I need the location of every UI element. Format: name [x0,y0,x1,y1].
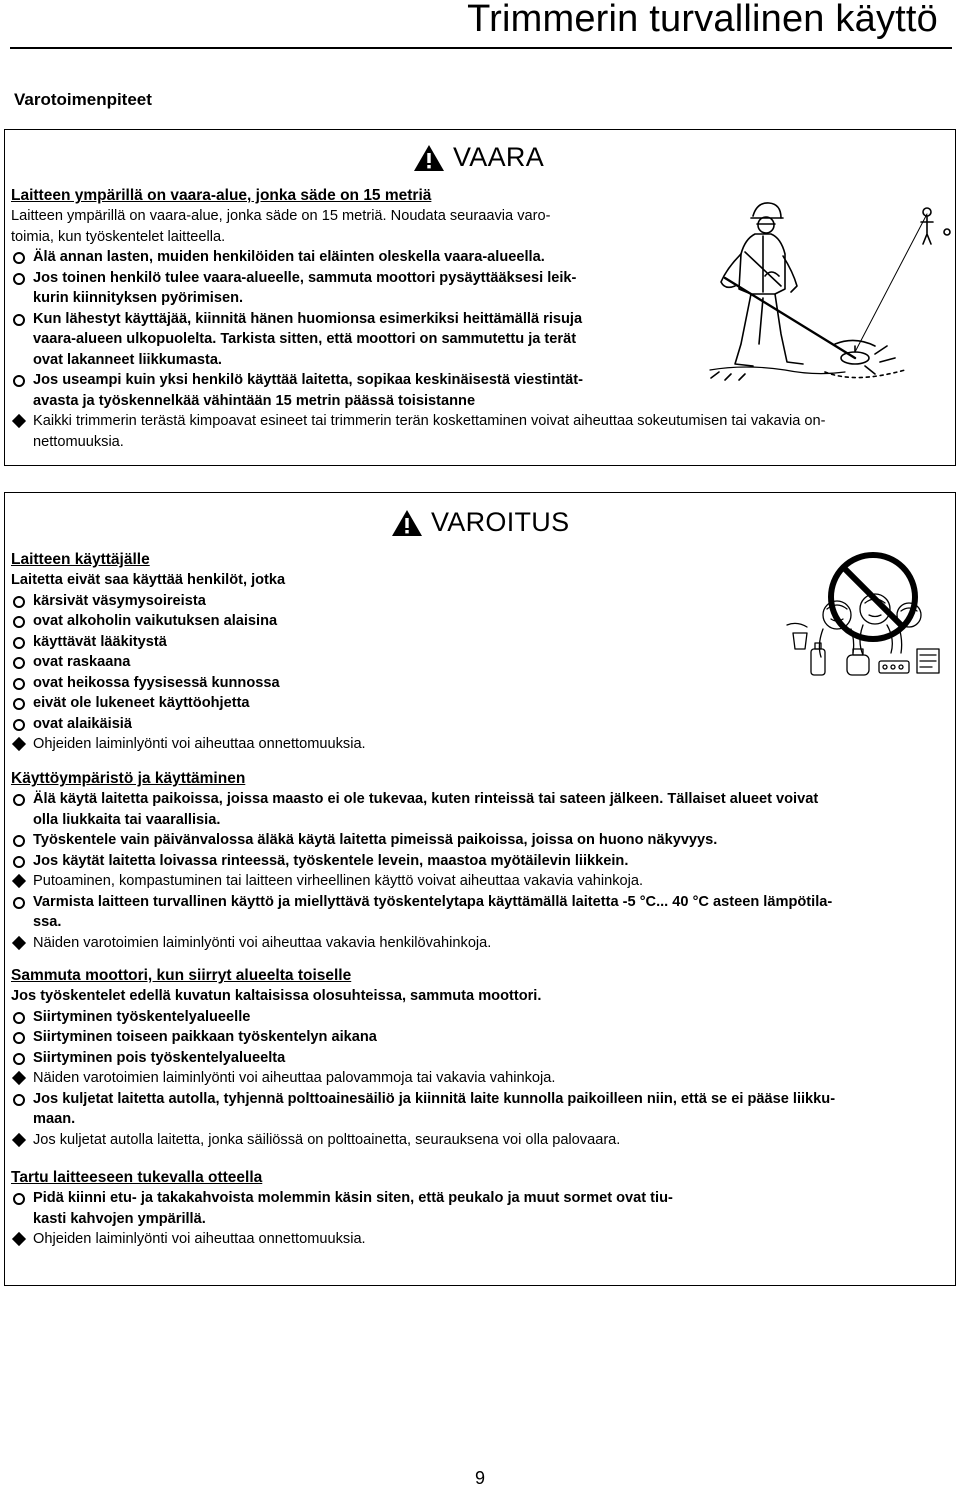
list-item [11,591,771,612]
list-item-text: Varmista laitteen turvallinen käyttö ja miellyttävä työskentelytapa käyttämällä laitetta -5 °C... 40 °C asteen lämpötila- [33,893,833,910]
list-item [11,1229,951,1250]
danger-intro-line: toimia, kun työskentelet laitteella. [11,228,226,245]
list-item [11,871,951,892]
list-item [11,268,691,309]
list-item-text: Jos kuljetat autolla laitetta, jonka säiliössä on polttoainetta, seurauksena voi olla palovaara. [33,1131,621,1148]
list-item-text: olla liukkaita tai vaarallisia. [33,811,221,828]
list-item-text: Pidä kiinni etu- ja takakahvoista molemmin käsin siten, että peukalo ja muut sormet ovat tiu- [33,1190,673,1206]
list-item [11,693,771,714]
list-item-text: Putoaminen, kompastuminen tai laitteen virheellinen käyttö voivat aiheuttaa vakavia vahinkoja. [33,873,644,889]
list-item-text: Ohjeiden laiminlyönti voi aiheuttaa onnettomuuksia. [33,736,366,752]
list-item-text: käyttävät lääkitystä [33,633,167,650]
list-item [11,830,951,851]
list-item [11,892,951,933]
list-item [11,933,951,954]
header-divider [10,47,952,49]
list-item [11,1068,951,1089]
list-item-text: ovat alkoholin vaikutuksen alaisina [33,613,278,629]
danger-intro [11,206,691,247]
list-item-text: avasta ja työskennelkää vähintään 15 metrin päässä toisistanne [33,392,476,409]
list-item [11,1188,951,1229]
list-item [11,1007,951,1028]
list-item-text: kurin kiinnityksen pyörimisen. [33,290,244,306]
section-environment [11,768,951,953]
list-item-text: Näiden varotoimien laiminlyönti voi aiheuttaa vakavia henkilövahinkoja. [33,934,492,951]
list-item [11,1130,951,1151]
list-item-text: ovat raskaana [33,654,131,670]
danger-signal [413,142,544,173]
list-item-text: ovat heikossa fyysisessä kunnossa [33,674,280,691]
page-number: 9 [474,1468,485,1488]
list-item-text: Jos käytät laitetta loivassa rinteessä, työskentele levein, maastoa myötäilevin liikkein. [33,852,629,869]
list-item-text: Jos useampi kuin yksi henkilö käyttää laitetta, sopikaa keskinäisestä viestintät- [33,372,583,388]
list-item-text: nettomuuksia. [33,433,124,450]
section-intro: Laitetta eivät saa käyttää henkilöt, jotka [11,572,286,588]
danger-content [11,185,826,452]
list-item [11,851,951,872]
list-item-text: Siirtyminen toiseen paikkaan työskentelyn aikana [33,1029,377,1045]
danger-intro-line: Laitteen ympärillä on vaara-alue, jonka säde on 15 metriä. Noudata seuraavia varo- [11,208,551,224]
list-item-text: maan. [33,1111,76,1127]
list-item-text: Ohjeiden laiminlyönti voi aiheuttaa onnettomuuksia. [33,1231,366,1247]
warning-signal-label: VAROITUS [431,507,570,537]
list-item-text: Jos kuljetat laitetta autolla, tyhjennä polttoainesäiliö ja kiinnitä laite kunnolla paikoilleen niin, että se ei pääse liikku- [33,1090,836,1107]
prohibited-conditions-illustration [777,545,953,693]
list-item-text: kärsivät väsymysoireista [33,592,206,609]
warning-triangle-icon [391,509,423,537]
section-operator [11,549,771,755]
list-item [11,1027,951,1048]
list-item-text: Näiden varotoimien laiminlyönti voi aiheuttaa palovammoja tai vakavia vahinkoja. [33,1070,556,1086]
list-item [11,309,691,371]
list-item [11,1048,951,1069]
list-item-text: kasti kahvojen ympärillä. [33,1210,206,1227]
section-engine-off [11,965,951,1150]
list-item-text: Kaikki trimmerin terästä kimpoavat esineet tai trimmerin terän koskettaminen voivat aiheuttaa sokeutumisen tai vakavia on- [33,413,826,429]
section-title: Tartu laitteeseen tukevalla otteella [11,1169,263,1186]
danger-box [4,129,956,466]
list-item [11,652,771,673]
warning-signal [391,507,569,538]
trimmer-operator-illustration [705,194,955,384]
warning-box [4,492,956,1286]
list-item-text: Työskentele vain päivänvalossa äläkä käytä laitetta pimeissä paikoissa, joissa on huono näkyvyys. [33,832,718,848]
section-intro: Jos työskentelet edellä kuvatun kaltaisissa olosuhteissa, sammuta moottori. [11,988,542,1004]
danger-title: Laitteen ympärillä on vaara-alue, jonka säde on 15 metriä [11,187,432,204]
list-item [11,673,771,694]
list-item [11,789,951,830]
list-item [11,370,691,411]
list-item-text: ovat lakanneet liikkumasta. [33,351,222,368]
list-item-text: eivät ole lukeneet käyttöohjetta [33,695,250,711]
list-item-text: Siirtyminen työskentelyalueelle [33,1008,251,1025]
section-title: Sammuta moottori, kun siirryt alueelta toiselle [11,967,352,984]
list-item [11,247,691,268]
section-grip [11,1167,951,1250]
list-item-text: ssa. [33,914,62,930]
list-item-text: Jos toinen henkilö tulee vaara-alueelle, sammuta moottori pysäyttääksesi leik- [33,269,577,286]
list-item [11,714,771,735]
danger-signal-label: VAARA [453,142,545,172]
list-item-text: Älä käytä laitetta paikoissa, joissa maasto ei ole tukevaa, kuten rinteissä tai sateen jälkeen. Tällaiset alueet voivat [33,791,819,807]
list-item-text: vaara-alueen ulkopuolelta. Tarkista sitten, että moottori on sammutettu ja terät [33,331,577,347]
section-title: Laitteen käyttäjälle [11,551,150,568]
list-item-text: Älä annan lasten, muiden henkilöiden tai eläinten oleskella vaara-alueella. [33,249,545,265]
list-item [11,1089,951,1130]
list-item [11,632,771,653]
section-heading: Varotoimenpiteet [14,90,152,109]
list-item [11,411,951,452]
page-header [0,0,960,60]
list-item-text: ovat alaikäisiä [33,715,132,732]
section-title: Käyttöympäristö ja käyttäminen [11,770,246,787]
list-item [11,611,771,632]
list-item-text: Kun lähestyt käyttäjää, kiinnitä hänen huomionsa esimerkiksi heittämällä risuja [33,310,583,327]
page-title: Trimmerin turvallinen käyttö [467,0,938,40]
list-item-text: Siirtyminen pois työskentelyalueelta [33,1049,286,1066]
warning-triangle-icon [413,144,445,172]
list-item [11,734,771,755]
